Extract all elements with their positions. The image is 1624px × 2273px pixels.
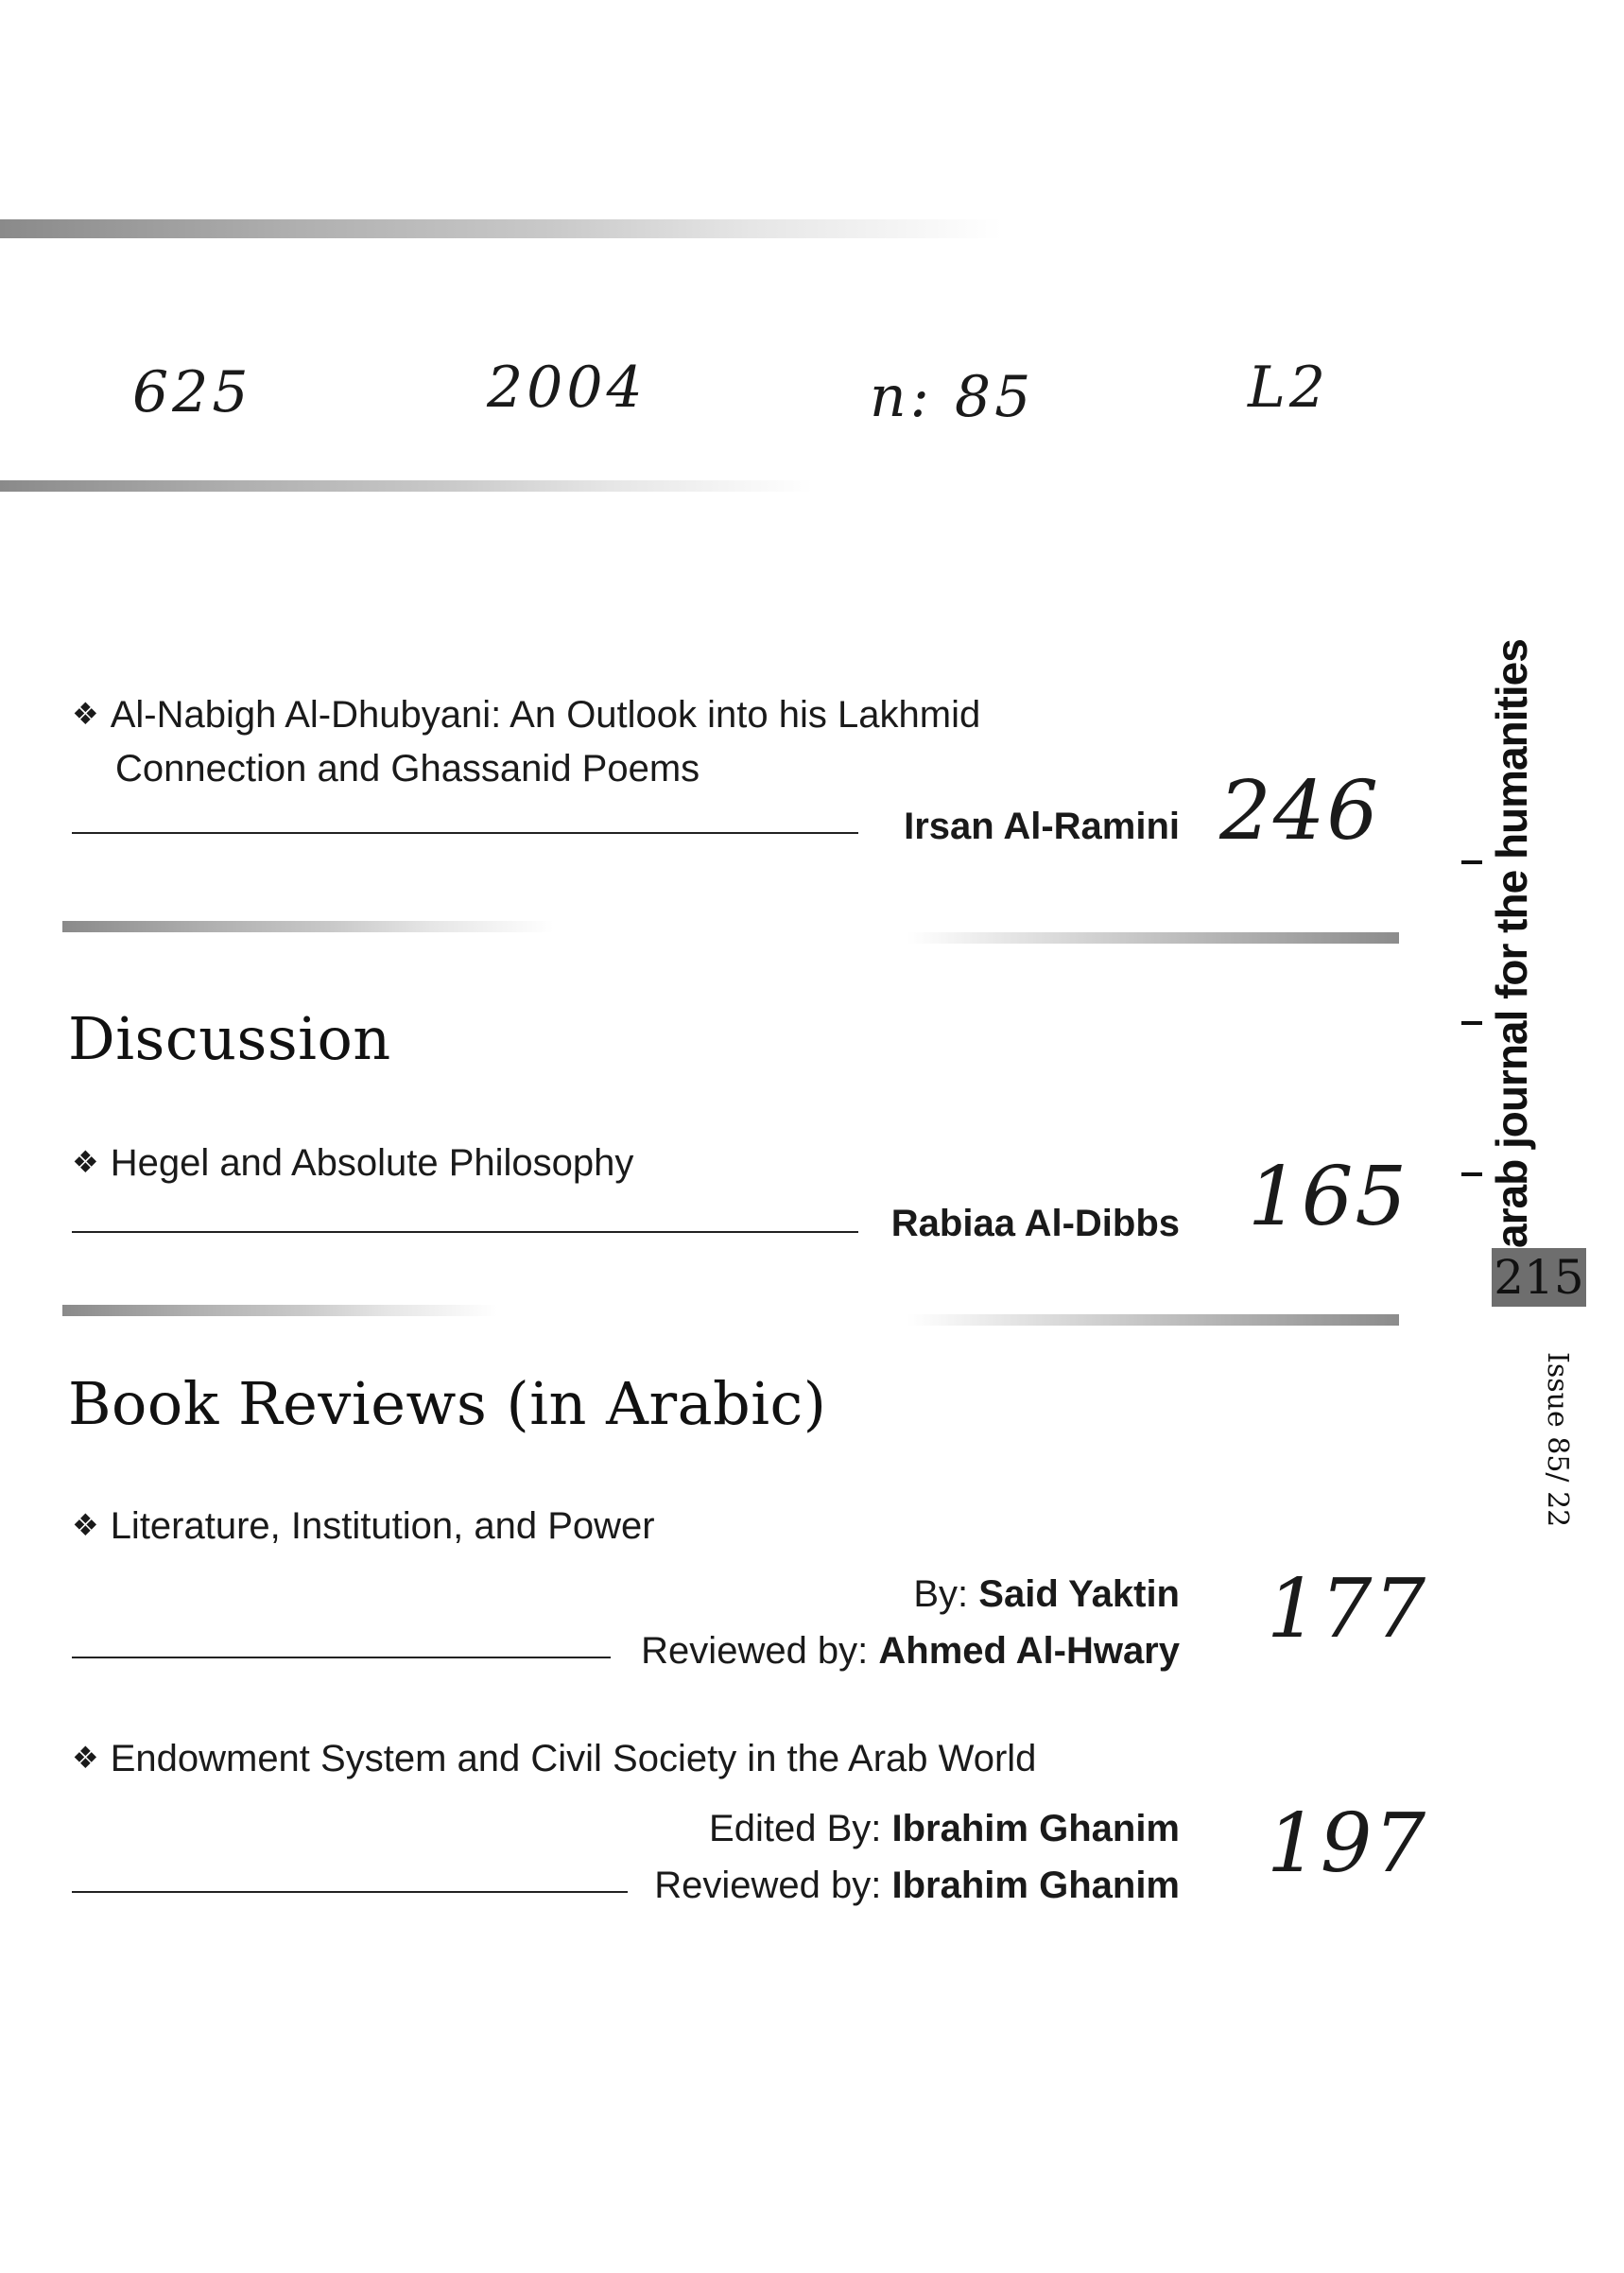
separator-band-right [907,1314,1399,1326]
by-name: Ibrahim Ghanim [891,1808,1180,1849]
entry-author: Irsan Al-Ramini [904,806,1180,847]
entry-title-line2: Connection and Ghassanid Poems [115,748,700,789]
handwritten-note-2: 2004 [487,355,647,421]
journal-spine-title: arab journal for the humanities [1487,639,1536,1248]
leader-rule [72,1231,858,1233]
entry-by-line [913,1573,1180,1616]
entry-author: Rabiaa Al-Dibbs [890,1203,1180,1244]
diamond-bullet-icon: ❖ [72,1741,99,1775]
separator-band-left [62,921,554,932]
page-number-box: 215 [1492,1248,1586,1307]
entry-title: ❖ Al-Nabigh Al-Dhubyani: An Outlook into his Lakhmid [72,694,981,736]
page-number-handwritten: 165 [1248,1150,1409,1244]
leader-rule [72,1657,611,1658]
leader-rule [72,832,858,834]
page-number-handwritten: 246 [1219,764,1381,859]
reviewed-label: Reviewed by: [641,1630,869,1672]
spine-rule [1461,860,1482,864]
handwritten-note-3: n: 85 [870,364,1035,430]
separator-band-right [907,932,1399,944]
entry-reviewed-line [641,1630,1180,1673]
spine-rule [1461,1021,1482,1025]
section-title: Discussion [68,1004,391,1073]
by-label: By: [913,1573,969,1615]
by-label: Edited By: [709,1808,882,1849]
separator-band-left [62,1305,497,1316]
issue-label: Issue 85/ 22 [1541,1352,1574,1528]
entry-title: ❖ Hegel and Absolute Philosophy [72,1142,634,1184]
page-number-handwritten: 197 [1267,1796,1428,1891]
diamond-bullet-icon: ❖ [72,697,99,731]
handwritten-note-4: L2 [1248,355,1330,421]
spine-rule [1461,1172,1482,1176]
entry-title: ❖ Literature, Institution, and Power [72,1505,655,1547]
leader-rule [72,1891,628,1893]
entry-by-line [709,1808,1180,1850]
scan-band-top [0,219,1002,238]
handwritten-note-1: 625 [132,359,252,425]
diamond-bullet-icon: ❖ [72,1508,99,1542]
diamond-bullet-icon: ❖ [72,1145,99,1179]
by-name: Said Yaktin [978,1573,1180,1615]
scan-band-upper [0,480,813,492]
entry-reviewed-line [654,1865,1180,1907]
reviewed-name: Ibrahim Ghanim [891,1865,1180,1906]
reviewed-name: Ahmed Al-Hwary [878,1630,1180,1672]
page-number-handwritten: 177 [1267,1562,1428,1657]
reviewed-label: Reviewed by: [654,1865,882,1906]
section-title: Book Reviews (in Arabic) [68,1369,827,1438]
entry-title: ❖ Endowment System and Civil Society in the Arab World [72,1738,1037,1779]
